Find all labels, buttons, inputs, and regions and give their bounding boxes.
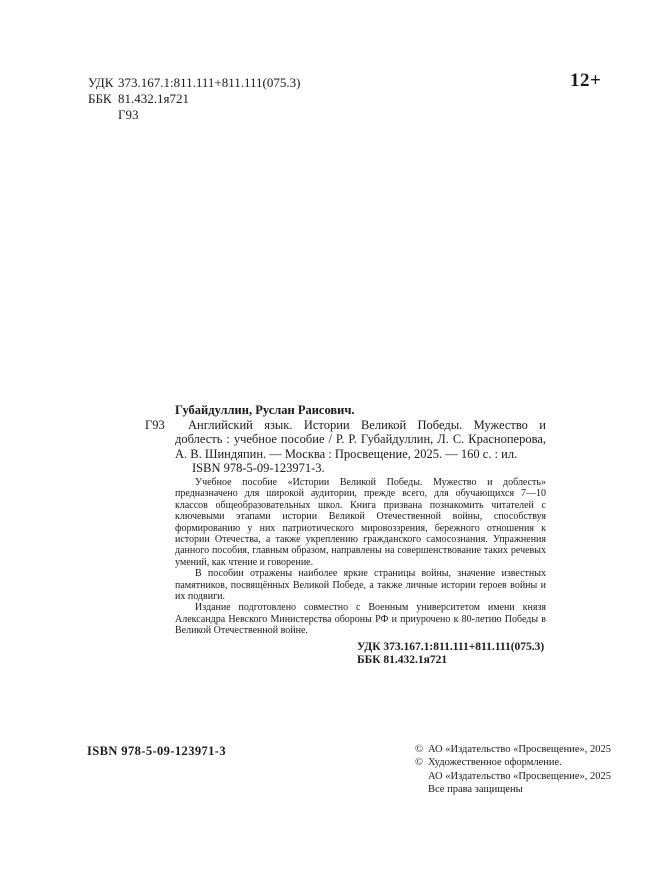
udk-label: УДК [88,75,114,90]
copyright-line [415,743,611,756]
author-sign: Г93 [118,107,139,123]
copyright-symbol [415,770,428,783]
copyright-text: АО «Издательство «Просвещение», 2025 [428,770,612,782]
copyright-line [415,756,611,769]
copyright-symbol: © [415,757,423,769]
copyright-line [415,770,611,783]
catalog-card [145,403,546,668]
copyright-block [415,743,611,796]
bbk-row [88,91,300,107]
bbk-label: ББК [88,91,112,107]
annotation-paragraph: Издание подготовлено совместно с Военным университетом имени князя Александра Невского Министерства обороны РФ и приурочено к 80-летию Победы в Великой Отечественной войне. [175,602,546,637]
age-rating: 12+ [570,70,602,91]
udk-bold: УДК 373.167.1:811.111+811.111(075.3) [357,640,545,653]
annotation-block [175,477,546,637]
copyright-symbol: © [415,744,423,755]
author-heading: Губайдуллин, Руслан Раисович. [175,403,355,417]
bbk-value: 81.432.1я721 [118,91,189,107]
catalog-author-sign: Г93 [145,417,165,432]
bibliographic-description: Английский язык. Истории Великой Победы. Мужество и доблесть : учебное пособие / Р. Р. Губайдуллин, Л. С. Красноперова, А. В. Шиндяпин. — Москва : Просвещение, 2025. — 160 с. : ил. [175,417,546,461]
udk-value: 373.167.1:811.111+811.111(075.3) [118,75,301,90]
annotation-paragraph: Учебное пособие «Истории Великой Победы. Мужество и доблесть» предназначено для широкой аудитории, прежде всего, для обучающихся 7—10 классов общеобразовательных школ. Книга призвана познакомить читателей с ключевыми этапами истории Великой Отечественной войны, способствуя формированию у них патриотического мировоззрения, бережного отношения к истории Отечества, а также укреплению гражданского самосознания. Упражнения данного пособия, главным образом, направлены на совершенствование таких речевых умений, как чтение и говорение. [175,476,546,568]
classification-bold-block [357,641,546,668]
author-sign-row [88,107,300,123]
card-isbn: ISBN 978-5-09-123971-3. [192,461,325,476]
copyright-text: Художественное оформление. [428,757,562,769]
bibliographic-description-wrap [145,418,546,462]
copyright-symbol [415,783,428,796]
author-sign-spacer [88,107,118,123]
udk-row [88,75,300,91]
footer-isbn: ISBN 978-5-09-123971-3 [87,744,227,758]
copyright-text: Все права защищены [428,783,523,795]
annotation-paragraph: В пособии отражены наиболее яркие страницы войны, значение известных памятников, посвящённых Великой Победе, а также личные истории героев войны и их подвиги. [175,568,546,603]
classification-block [88,75,300,124]
copyright-line [415,783,611,796]
copyright-text: АО «Издательство «Просвещение», 2025 [428,744,612,755]
bbk-bold: ББК 81.432.1я721 [357,654,448,667]
